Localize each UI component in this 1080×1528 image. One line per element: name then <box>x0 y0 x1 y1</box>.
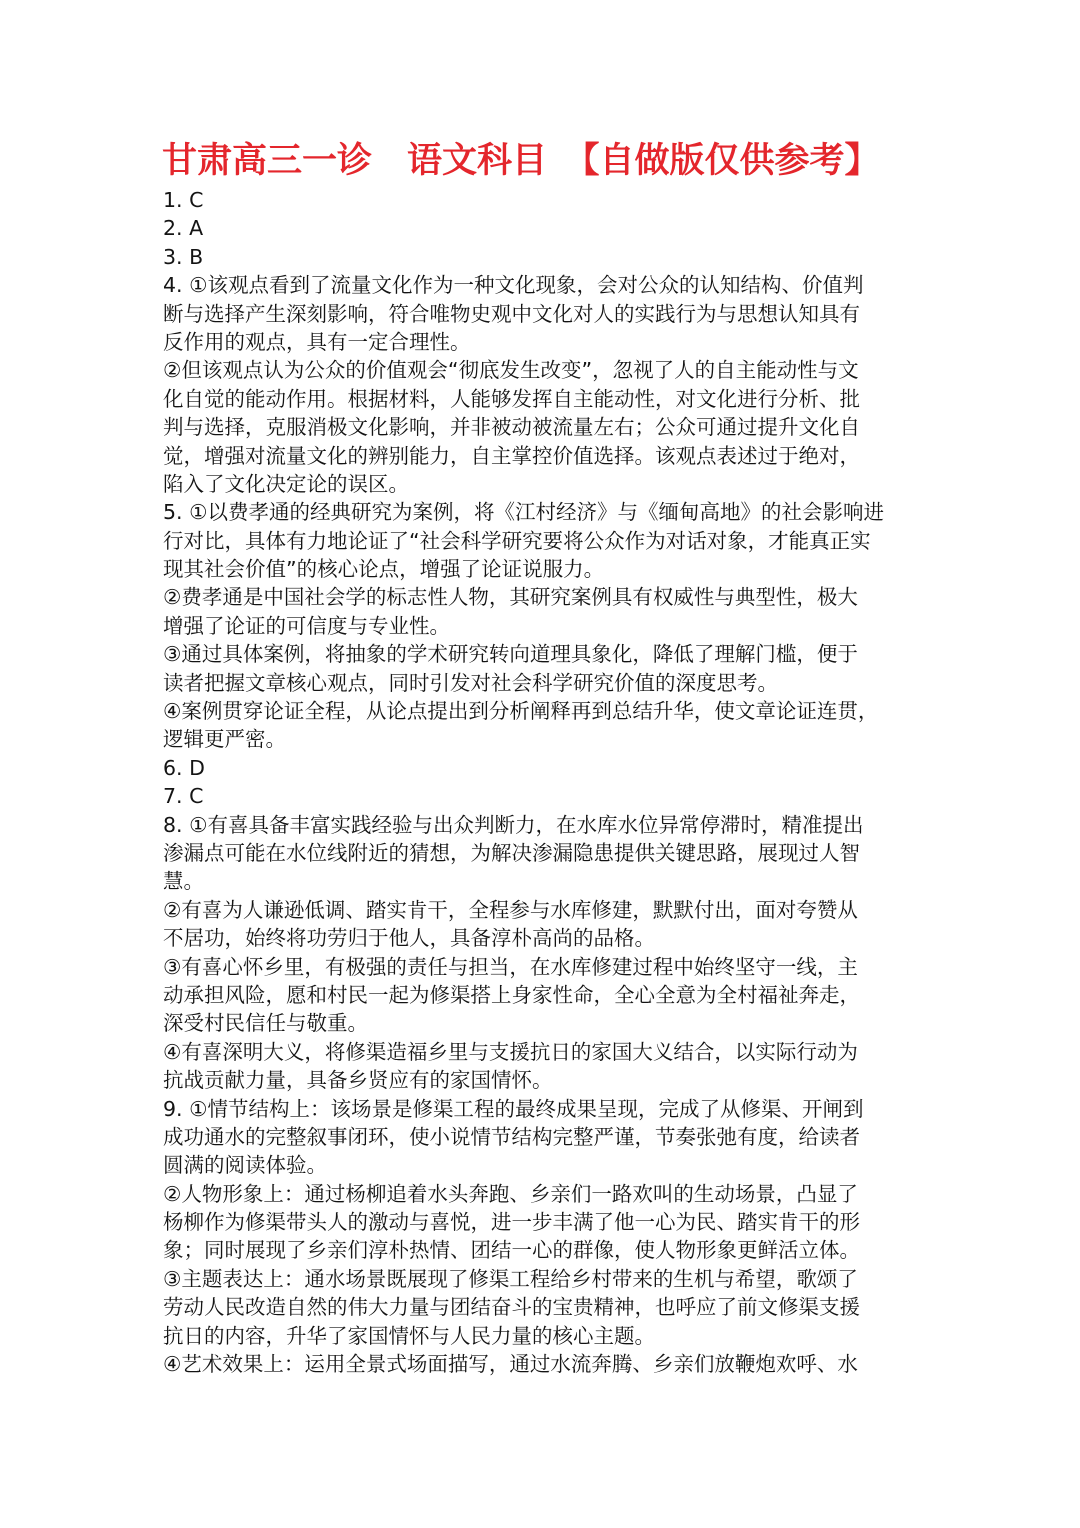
answer-line: ②但该观点认为公众的价值观会“彻底发生改变”，忽视了人的自主能动性与文 <box>163 358 859 383</box>
answer-line: 4. ①该观点看到了流量文化作为一种文化现象，会对公众的认知结构、价值判 <box>163 273 864 298</box>
answer-line: 断与选择产生深刻影响，符合唯物史观中文化对人的实践行为与思想认知具有 <box>163 301 860 326</box>
answer-line: 慧。 <box>163 869 204 894</box>
answer-line: 圆满的阅读体验。 <box>163 1153 327 1178</box>
answer-line: 动承担风险，愿和村民一起为修渠搭上身家性命，全心全意为全村福祉奔走， <box>163 982 860 1007</box>
answer-line: ②人物形象上：通过杨柳追着水头奔跑、乡亲们一路欢叫的生动场景，凸显了 <box>163 1181 858 1206</box>
answer-line: ④案例贯穿论证全程，从论点提出到分析阐释再到总结升华，使文章论证连贯， <box>163 699 879 724</box>
answer-line: 象；同时展现了乡亲们淳朴热情、团结一心的群像，使人物形象更鲜活立体。 <box>163 1238 860 1263</box>
answer-line: 成功通水的完整叙事闭环，使小说情节结构完整严谨，节奏张弛有度，给读者 <box>163 1124 860 1149</box>
answer-body <box>163 186 923 1378</box>
answer-line: 3. B <box>163 244 204 269</box>
answer-line: 抗日的内容，升华了家国情怀与人民力量的核心主题。 <box>163 1323 655 1348</box>
answer-line: 8. ①有喜具备丰富实践经验与出众判断力，在水库水位异常停滞时，精准提出 <box>163 812 864 837</box>
answer-line: ③通过具体案例，将抽象的学术研究转向道理具象化，降低了理解门槛，便于 <box>163 642 858 667</box>
page-title: 甘肃高三一诊 语文科目 【自做版仅供参考】 <box>162 140 880 181</box>
answer-line: ②有喜为人谦逊低调、踏实肯干，全程参与水库修建，默默付出，面对夸赞从 <box>163 897 858 922</box>
answer-line: 劳动人民改造自然的伟大力量与团结奋斗的宝贵精神，也呼应了前文修渠支援 <box>163 1295 860 1320</box>
answer-line: ③有喜心怀乡里，有极强的责任与担当，在水库修建过程中始终坚守一线，主 <box>163 954 858 979</box>
answer-line: 反作用的观点，具有一定合理性。 <box>163 329 471 354</box>
answer-line: 判与选择，克服消极文化影响，并非被动被流量左右；公众可通过提升文化自 <box>163 415 860 440</box>
answer-line: 6. D <box>163 755 205 780</box>
answer-line: 觉，增强对流量文化的辨别能力，自主掌控价值选择。该观点表述过于绝对， <box>163 443 860 468</box>
answer-line: 9. ①情节结构上：该场景是修渠工程的最终成果呈现，完成了从修渠、开闸到 <box>163 1096 864 1121</box>
answer-line: ②费孝通是中国社会学的标志性人物，其研究案例具有权威性与典型性，极大 <box>163 585 858 610</box>
answer-line: ③主题表达上：通水场景既展现了修渠工程给乡村带来的生机与希望，歌颂了 <box>163 1266 858 1291</box>
answer-line: ④有喜深明大义，将修渠造福乡里与支援抗日的家国大义结合，以实际行动为 <box>163 1039 858 1064</box>
answer-line: 1. C <box>163 188 204 212</box>
answer-line: 陷入了文化决定论的误区。 <box>163 471 409 496</box>
answer-line: 深受村民信任与敬重。 <box>163 1011 368 1036</box>
answer-line: 不居功，始终将功劳归于他人，具备淳朴高尚的品格。 <box>163 926 655 951</box>
answer-line: 现其社会价值”的核心论点，增强了论证说服力。 <box>163 557 605 582</box>
answer-line: 渗漏点可能在水位线附近的猜想，为解决渗漏隐患提供关键思路，展现过人智 <box>163 840 860 865</box>
answer-line: ④艺术效果上：运用全景式场面描写，通过水流奔腾、乡亲们放鞭炮欢呼、水 <box>163 1352 858 1377</box>
answer-line: 5. ①以费孝通的经典研究为案例，将《江村经济》与《缅甸高地》的社会影响进 <box>163 500 884 525</box>
answer-line: 7. C <box>163 784 204 809</box>
answer-line: 行对比，具体有力地论证了“社会科学研究要将公众作为对话对象，才能真正实 <box>163 528 871 553</box>
answer-line: 2. A <box>163 216 204 241</box>
answer-line: 杨柳作为修渠带头人的激动与喜悦，进一步丰满了他一心为民、踏实肯干的形 <box>163 1210 860 1235</box>
answer-line: 抗战贡献力量，具备乡贤应有的家国情怀。 <box>163 1068 553 1093</box>
answer-line: 化自觉的能动作用。根据材料，人能够发挥自主能动性，对文化进行分析、批 <box>163 386 860 411</box>
answer-line: 增强了论证的可信度与专业性。 <box>163 613 450 638</box>
answer-line: 逻辑更严密。 <box>163 727 286 752</box>
answer-line: 读者把握文章核心观点，同时引发对社会科学研究价值的深度思考。 <box>163 670 778 695</box>
